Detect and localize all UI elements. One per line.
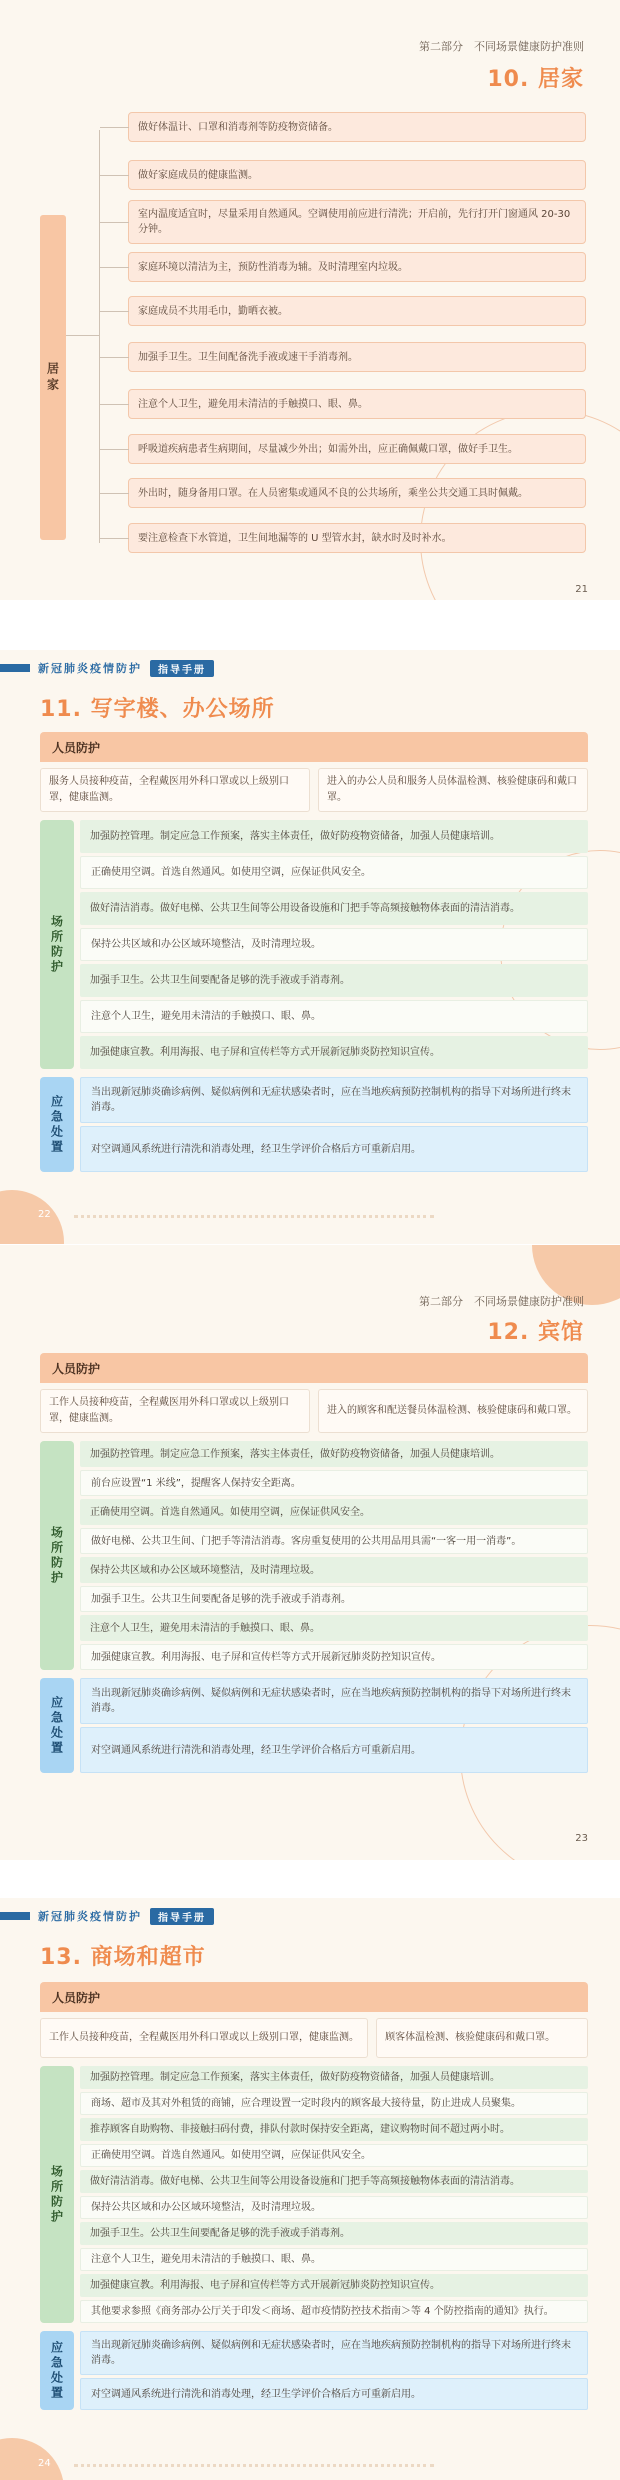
tree-connector bbox=[66, 335, 99, 336]
list-item: 做好电梯、公共卫生间、门把手等清洁消毒。客房重复使用的公共用品用具需“一客一用一消毒”。 bbox=[80, 1528, 588, 1554]
page-number: 21 bbox=[575, 584, 588, 595]
list-item: 加强防控管理。制定应急工作预案，落实主体责任，做好防疫物资储备，加强人员健康培训。 bbox=[80, 2066, 588, 2089]
list-item: 保持公共区域和办公区域环境整洁，及时清理垃圾。 bbox=[80, 1557, 588, 1583]
list-item: 正确使用空调。首选自然通风。如使用空调，应保证供风安全。 bbox=[80, 856, 588, 889]
list-item: 呼吸道疾病患者生病期间，尽量减少外出；如需外出，应正确佩戴口罩，做好手卫生。 bbox=[128, 434, 586, 464]
category-label: 场所防护 bbox=[40, 2066, 74, 2323]
page-number: 23 bbox=[575, 1833, 588, 1844]
site-block bbox=[40, 1441, 588, 1670]
list-item: 室内温度适宜时，尽量采用自然通风。空调使用前应进行清洗；开启前，先行打开门窗通风 20-30 分钟。 bbox=[128, 200, 586, 244]
list-item: 加强健康宣教。利用海报、电子屏和宣传栏等方式开展新冠肺炎防控知识宣传。 bbox=[80, 2274, 588, 2297]
tree-connector bbox=[99, 130, 100, 543]
category-label: 场所防护 bbox=[40, 1441, 74, 1670]
list-item: 做好体温计、口罩和消毒剂等防疫物资储备。 bbox=[128, 112, 586, 142]
brand-stripe bbox=[0, 664, 30, 672]
list-item: 加强手卫生。公共卫生间要配备足够的洗手液或手消毒剂。 bbox=[80, 2222, 588, 2245]
site-block bbox=[40, 2066, 588, 2323]
people-item: 进入的办公人员和服务人员体温检测、核验健康码和戴口罩。 bbox=[318, 768, 588, 812]
list-item: 家庭环境以清洁为主，预防性消毒为辅。及时清理室内垃圾。 bbox=[128, 252, 586, 282]
brand-bar bbox=[0, 1908, 214, 1924]
list-item: 注意个人卫生，避免用未清洁的手触摸口、眼、鼻。 bbox=[80, 1615, 588, 1641]
list-item: 当出现新冠肺炎确诊病例、疑似病例和无症状感染者时，应在当地疾病预防控制机构的指导下对场所进行终末消毒。 bbox=[80, 1678, 588, 1724]
list-item: 外出时，随身备用口罩。在人员密集或通风不良的公共场所，乘坐公共交通工具时佩戴。 bbox=[128, 478, 586, 508]
brand-name: 新冠肺炎疫情防护 bbox=[38, 662, 142, 675]
section-mall bbox=[40, 1982, 588, 2410]
part-header: 第二部分 不同场景健康防护准则 bbox=[419, 40, 584, 53]
list-item: 做好清洁消毒。做好电梯、公共卫生间等公用设备设施和门把手等高频接触物体表面的清洁消毒。 bbox=[80, 892, 588, 925]
section-title: 12. 宾馆 bbox=[487, 1320, 584, 1345]
section-title: 13. 商场和超市 bbox=[40, 1945, 206, 1970]
brand-stripe bbox=[0, 1912, 30, 1920]
list-item: 商场、超市及其对外租赁的商铺，应合理设置一定时段内的顾客最大接待量，防止进成人员聚集。 bbox=[80, 2092, 588, 2115]
page-21 bbox=[0, 0, 620, 600]
people-header: 人员防护 bbox=[40, 732, 588, 762]
decor-circle bbox=[0, 2438, 64, 2480]
list-item: 正确使用空调。首选自然通风。如使用空调，应保证供风安全。 bbox=[80, 1499, 588, 1525]
page-number: 22 bbox=[38, 1209, 51, 1220]
section-title: 10. 居家 bbox=[487, 67, 584, 92]
list-item: 加强手卫生。公共卫生间要配备足够的洗手液或手消毒剂。 bbox=[80, 964, 588, 997]
list-item: 加强防控管理。制定应急工作预案，落实主体责任，做好防疫物资储备，加强人员健康培训。 bbox=[80, 820, 588, 853]
people-item: 工作人员接种疫苗，全程戴医用外科口罩或以上级别口罩，健康监测。 bbox=[40, 2018, 368, 2058]
list-item: 加强手卫生。公共卫生间要配备足够的洗手液或手消毒剂。 bbox=[80, 1586, 588, 1612]
brand-tag: 指导手册 bbox=[150, 660, 214, 677]
people-header: 人员防护 bbox=[40, 1353, 588, 1383]
list-item: 加强健康宣教。利用海报、电子屏和宣传栏等方式开展新冠肺炎防控知识宣传。 bbox=[80, 1036, 588, 1069]
list-item: 注意个人卫生，避免用未清洁的手触摸口、眼、鼻。 bbox=[80, 1000, 588, 1033]
list-item: 前台应设置“1 米线”，提醒客人保持安全距离。 bbox=[80, 1470, 588, 1496]
decor-dots bbox=[74, 2464, 434, 2467]
people-item: 顾客体温检测、核验健康码和戴口罩。 bbox=[376, 2018, 588, 2058]
emergency-block bbox=[40, 1077, 588, 1172]
list-item: 当出现新冠肺炎确诊病例、疑似病例和无症状感染者时，应在当地疾病预防控制机构的指导下对场所进行终末消毒。 bbox=[80, 2331, 588, 2375]
decor-dots bbox=[74, 1215, 434, 1218]
list-item: 正确使用空调。首选自然通风。如使用空调，应保证供风安全。 bbox=[80, 2144, 588, 2167]
list-item: 做好家庭成员的健康监测。 bbox=[128, 160, 586, 190]
list-item: 对空调通风系统进行清洗和消毒处理，经卫生学评价合格后方可重新启用。 bbox=[80, 1727, 588, 1773]
decor-circle bbox=[0, 1190, 64, 1244]
list-item: 保持公共区域和办公区域环境整洁，及时清理垃圾。 bbox=[80, 2196, 588, 2219]
emergency-block bbox=[40, 2331, 588, 2410]
list-item: 家庭成员不共用毛巾，勤晒衣被。 bbox=[128, 296, 586, 326]
brand-bar bbox=[0, 660, 214, 676]
list-item: 注意个人卫生，避免用未清洁的手触摸口、眼、鼻。 bbox=[128, 389, 586, 419]
list-item: 当出现新冠肺炎确诊病例、疑似病例和无症状感染者时，应在当地疾病预防控制机构的指导下对场所进行终末消毒。 bbox=[80, 1077, 588, 1123]
list-item: 对空调通风系统进行清洗和消毒处理，经卫生学评价合格后方可重新启用。 bbox=[80, 1126, 588, 1172]
list-item: 保持公共区域和办公区域环境整洁，及时清理垃圾。 bbox=[80, 928, 588, 961]
list-item: 加强健康宣教。利用海报、电子屏和宣传栏等方式开展新冠肺炎防控知识宣传。 bbox=[80, 1644, 588, 1670]
part-header: 第二部分 不同场景健康防护准则 bbox=[419, 1295, 584, 1308]
list-item: 要注意检查下水管道，卫生间地漏等的 U 型管水封，缺水时及时补水。 bbox=[128, 523, 586, 553]
emergency-block bbox=[40, 1678, 588, 1773]
page-number: 24 bbox=[38, 2458, 51, 2469]
brand-tag: 指导手册 bbox=[150, 1908, 214, 1925]
site-block bbox=[40, 820, 588, 1069]
list-item: 对空调通风系统进行清洗和消毒处理，经卫生学评价合格后方可重新启用。 bbox=[80, 2378, 588, 2410]
page-22 bbox=[0, 650, 620, 1244]
list-item: 注意个人卫生，避免用未清洁的手触摸口、眼、鼻。 bbox=[80, 2248, 588, 2271]
section-hotel bbox=[40, 1353, 588, 1773]
category-label: 应急处置 bbox=[40, 1678, 74, 1773]
list-item: 加强防控管理。制定应急工作预案，落实主体责任，做好防疫物资储备，加强人员健康培训。 bbox=[80, 1441, 588, 1467]
list-item: 推荐顾客自助购物、非接触扫码付费，排队付款时保持安全距离，建议购物时间不超过两小时。 bbox=[80, 2118, 588, 2141]
list-item: 加强手卫生。卫生间配备洗手液或速干手消毒剂。 bbox=[128, 342, 586, 372]
page-24 bbox=[0, 1898, 620, 2480]
category-label: 场所防护 bbox=[40, 820, 74, 1069]
page-23 bbox=[0, 1245, 620, 1860]
category-label: 应急处置 bbox=[40, 2331, 74, 2410]
list-item: 其他要求参照《商务部办公厅关于印发＜商场、超市疫情防控技术指南＞等 4 个防控指南的通知》执行。 bbox=[80, 2300, 588, 2323]
people-item: 进入的顾客和配送餐员体温检测、核验健康码和戴口罩。 bbox=[318, 1389, 588, 1433]
category-label: 应急处置 bbox=[40, 1077, 74, 1172]
people-item: 工作人员接种疫苗，全程戴医用外科口罩或以上级别口罩，健康监测。 bbox=[40, 1389, 310, 1433]
people-item: 服务人员接种疫苗，全程戴医用外科口罩或以上级别口罩，健康监测。 bbox=[40, 768, 310, 812]
section-office bbox=[40, 732, 588, 1172]
list-item: 做好清洁消毒。做好电梯、公共卫生间等公用设备设施和门把手等高频接触物体表面的清洁消毒。 bbox=[80, 2170, 588, 2193]
people-header: 人员防护 bbox=[40, 1982, 588, 2012]
category-label: 居家 bbox=[40, 215, 66, 540]
brand-name: 新冠肺炎疫情防护 bbox=[38, 1910, 142, 1923]
section-title: 11. 写字楼、办公场所 bbox=[40, 697, 275, 722]
